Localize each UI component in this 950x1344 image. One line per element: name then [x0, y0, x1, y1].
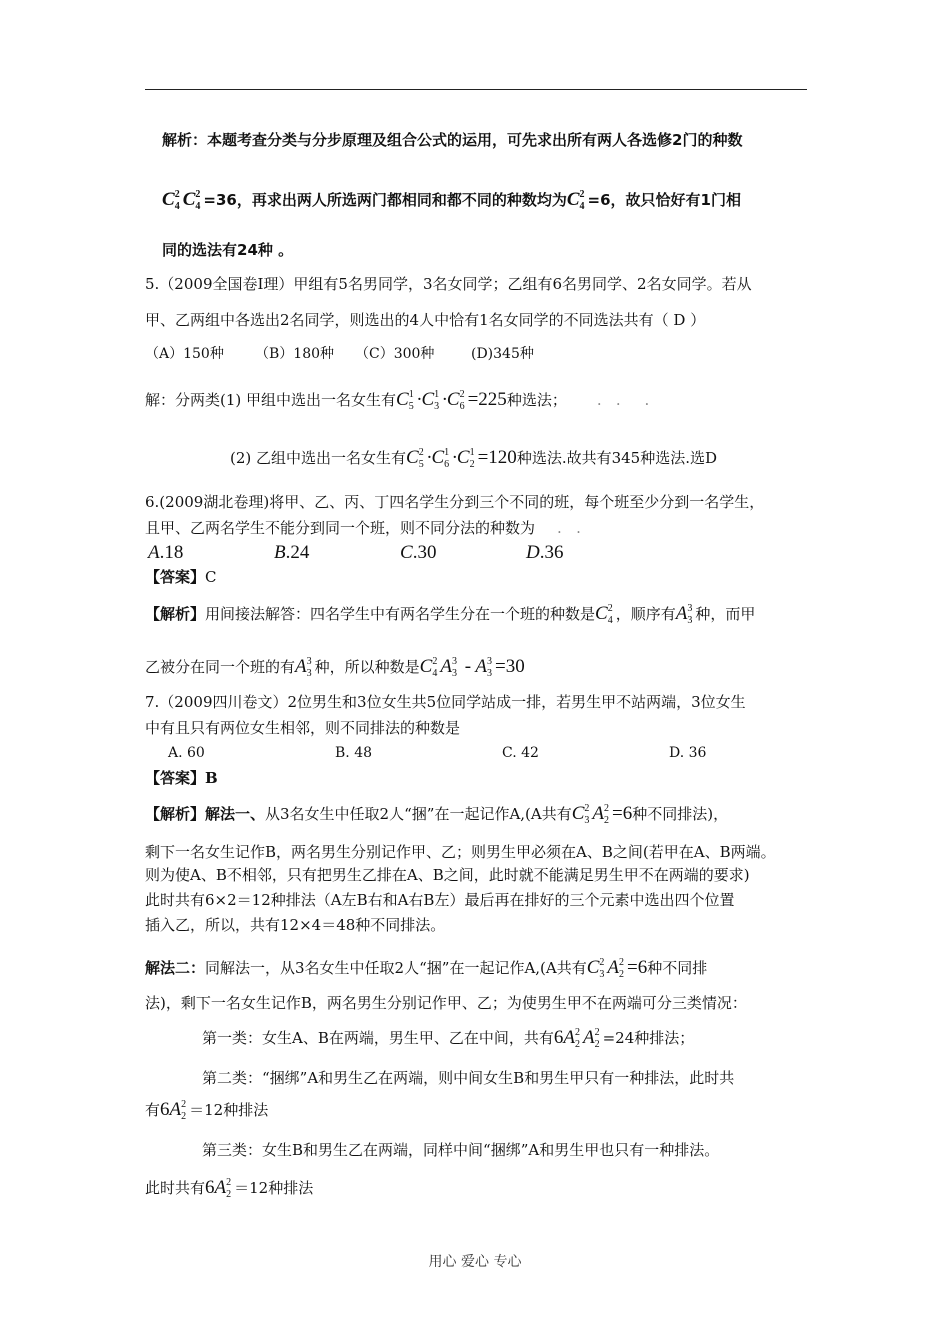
q7-method1-line-2: 剩下一名女生记作B，两名男生分别记作甲、乙；则男生甲必须在A、B之间(若甲在A、B两端。: [145, 843, 776, 861]
q6-answer: 【答案】C: [145, 568, 217, 586]
q7-answer: 【答案】B: [145, 769, 218, 787]
formula-c42: C 2 4: [595, 602, 613, 626]
q7-method2-line-1: 解法二：同解法一，从3名女生中任取2人“捆”在一起记作A,(A共有C 2 3 A 2 2 =6种不同排: [145, 956, 708, 980]
q5-choice-b: （B）180种: [255, 346, 335, 362]
q5-solution-2: (2) 乙组中选出一名女生有C 2 5 ·C 1 6 ·C 1 2 =120种选法.故共有345种选法.选D: [230, 446, 718, 470]
q7-choice-c: C. 42: [502, 745, 539, 761]
q5-choice-d: (D)345种: [471, 346, 534, 362]
q7-case-2-line-1: 第二类：“捆绑”A和男生乙在两端，则中间女生B和男生甲只有一种排法，此时共: [202, 1069, 735, 1087]
q5-line-1: 5.（2009全国卷Ⅰ理）甲组有5名男同学，3名女同学；乙组有6名男同学、2名女同学。若从: [145, 275, 752, 293]
q7-choices: [168, 743, 706, 763]
q7-choice-b: B. 48: [335, 745, 373, 761]
q5-line-2: 甲、乙两组中各选出2名同学，则选出的4人中恰有1名女同学的不同选法共有（ D ）: [145, 311, 706, 329]
analysis-line-2: C 2 4 C 2 4 =36，再求出两人所选两门都相同和都不同的种数均为C 2 4 =6，故只恰好有1门相: [162, 188, 741, 212]
q7-method1-line-5: 插入乙，所以，共有12×4＝48种不同排法。: [145, 916, 446, 934]
q7-case-3-line-2: 此时共有6A 2 2 ＝12种排法: [145, 1176, 314, 1200]
q7-method1-line-1: 【解析】解法一、从3名女生中任取2人“捆”在一起记作A,(A共有C 2 3 A 2 2 =6种不同排法)，: [145, 802, 729, 826]
formula-a33: A 3 3: [295, 655, 312, 679]
formula-6a22: 6A 2 2: [160, 1098, 187, 1122]
q6-explanation-2: 乙被分在同一个班的有A 3 3 种，所以种数是C 2 4 A 3 3 - A 3 3 =30: [145, 655, 525, 679]
formula-c32a22: C 2 3 A 2 2: [571, 802, 610, 826]
page-footer: 用心 爱心 专心: [428, 1254, 522, 1270]
q6-line-1: 6.(2009湖北卷理)将甲、乙、丙、丁四名学生分到三个不同的班，每个班至少分到一名学生，: [145, 493, 765, 511]
q6-choice-a: A.18: [148, 542, 184, 563]
header-rule: [145, 89, 807, 90]
formula-c42c42: C 2 4 C 2 4: [162, 188, 201, 212]
q7-case-2-line-2: 有6A 2 2 ＝12种排法: [145, 1098, 269, 1122]
q5-solution-1: 解：分两类(1) 甲组中选出一名女生有C 1 5 ·C 1 3 ·C 2 6 =225种选法； . . .: [145, 388, 650, 412]
q7-method1-line-4: 此时共有6×2＝12种排法（A左B右和A右B左）最后再在排好的三个元素中选出四个位置: [145, 891, 735, 909]
q5-choice-a: （A）150种: [145, 346, 224, 362]
q7-line-1: 7.（2009四川卷文）2位男生和3位女生共5位同学站成一排，若男生甲不站两端，3位女生: [145, 693, 746, 711]
q7-line-2: 中有且只有两位女生相邻，则不同排法的种数是: [145, 719, 461, 737]
formula-c51c31c62: C 1 5 ·C 1 3 ·C 2 6: [396, 388, 465, 412]
formula-6a22: 6A 2 2: [205, 1176, 232, 1200]
q7-case-1: 第一类：女生A、B在两端，男生甲、乙在中间，共有6A 2 2 A 2 2 =24种排法；: [202, 1026, 695, 1050]
q7-choice-a: A. 60: [168, 745, 205, 761]
analysis-line-3: 同的选法有24种 。: [162, 241, 294, 259]
formula-c42a33-a33: C 2 4 A 3 3 - A 3 3: [419, 655, 493, 679]
q7-method2-line-2: 法)，剩下一名女生记作B，两名男生分别记作甲、乙；为使男生甲不在两端可分三类情况：: [145, 994, 747, 1012]
analysis-line-1: 解析：本题考查分类与分步原理及组合公式的运用，可先求出所有两人各选修2门的种数: [162, 131, 743, 149]
q5-choice-c: （C）300种: [355, 346, 435, 362]
q6-choice-d: D.36: [526, 542, 564, 563]
q7-case-3-line-1: 第三类：女生B和男生乙在两端，同样中间“捆绑”A和男生甲也只有一种排法。: [202, 1141, 720, 1159]
q7-method1-line-3: 则为使A、B不相邻，只有把男生乙排在A、B之间，此时就不能满足男生甲不在两端的要求): [145, 866, 750, 884]
formula-c42: C 2 4: [566, 188, 585, 212]
q6-choice-b: B.24: [274, 542, 310, 563]
q7-choice-d: D. 36: [669, 745, 707, 761]
q6-line-2: 且甲、乙两名学生不能分到同一个班，则不同分法的种数为 . .: [145, 519, 581, 537]
q6-choices: [148, 542, 563, 564]
q6-explanation-1: 【解析】用间接法解答：四名学生中有两名学生分在一个班的种数是C 2 4 ，顺序有A 3 3 种，而甲: [145, 602, 756, 626]
q6-choice-c: C.30: [400, 542, 437, 563]
formula-c32a22: C 2 3 A 2 2: [586, 956, 625, 980]
formula-6a22a22: 6A 2 2 A 2 2: [553, 1026, 600, 1050]
formula-c52c61c21: C 2 5 ·C 1 6 ·C 1 2: [406, 446, 475, 470]
formula-a33: A 3 3: [675, 602, 693, 626]
q5-choices: [145, 344, 534, 364]
